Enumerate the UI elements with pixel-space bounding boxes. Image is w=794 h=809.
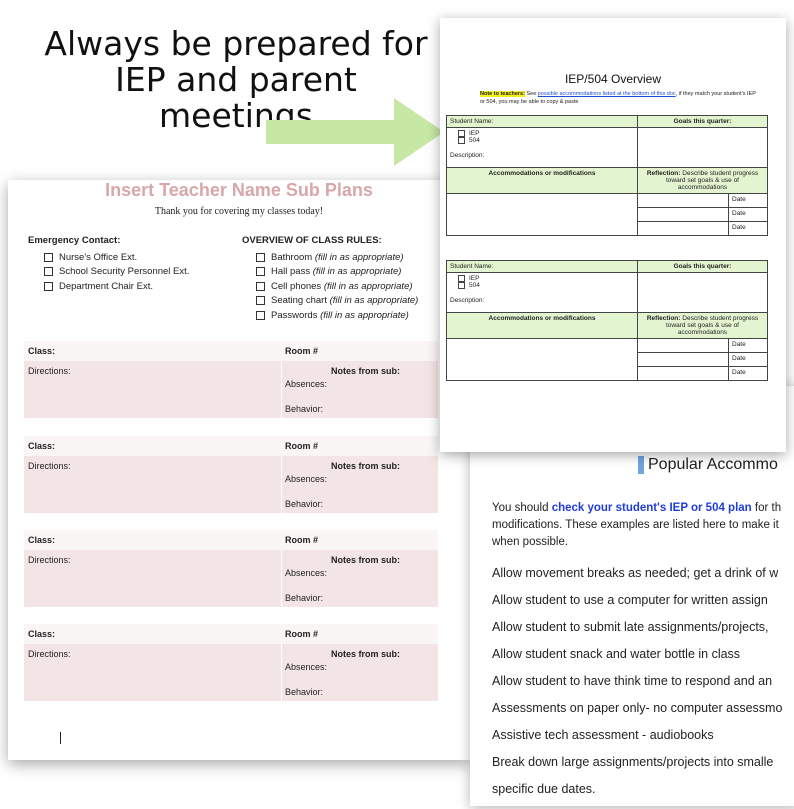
sub-plans-page <box>8 180 470 760</box>
504-option: 504 <box>469 137 480 145</box>
date-cell <box>729 222 768 236</box>
checkbox-icon[interactable] <box>256 253 265 262</box>
list-item: Assistive tech assessment - audiobooks <box>492 728 714 742</box>
rule-item <box>242 308 418 323</box>
class-block-header <box>24 341 438 361</box>
headline-line-1: Always be prepared for <box>44 24 428 63</box>
date-label: Date <box>732 224 746 231</box>
date-label: Date <box>732 355 746 362</box>
goals-header <box>638 261 768 273</box>
checkbox-icon[interactable] <box>256 267 265 276</box>
column-divider <box>281 644 282 701</box>
reflection-text: Describe student progress toward set goals & use of accommodations <box>666 170 759 191</box>
column-divider <box>281 456 282 513</box>
checkbox-icon[interactable] <box>458 137 465 144</box>
emergency-item <box>28 279 189 294</box>
note-text: , if they match your student's IEP or 504, you may be able to copy & paste <box>480 91 756 105</box>
accommodations-cell[interactable] <box>447 339 638 381</box>
class-block <box>24 624 438 701</box>
checkbox-icon[interactable] <box>44 267 53 276</box>
reflection-label: Reflection: <box>646 170 681 177</box>
emergency-item <box>28 250 189 265</box>
class-block-body <box>24 361 438 418</box>
class-block <box>24 436 438 513</box>
accommodations-link[interactable]: possible accommodations listed at the bottom of this doc <box>537 91 676 97</box>
rule-item-label: Cell phones <box>271 280 322 292</box>
room-label: Room # <box>285 346 319 356</box>
list-item: Allow student to have think time to respond and an <box>492 674 773 688</box>
note-label: Note to teachers: <box>480 91 525 97</box>
list-item: Break down large assignments/projects into smalle <box>492 755 774 769</box>
student-name-cell <box>447 116 638 128</box>
date-cell <box>729 353 768 367</box>
intro-text: for th <box>751 502 782 514</box>
date-label: Date <box>732 196 746 203</box>
class-label: Class: <box>28 535 56 545</box>
goals-label: Goals this quarter: <box>673 118 732 125</box>
iep-student-table <box>446 260 768 381</box>
date-label: Date <box>732 341 746 348</box>
rule-item <box>242 250 418 265</box>
rule-item-label: Bathroom <box>271 251 313 263</box>
student-name-label: Student Name: <box>450 263 494 270</box>
notes-from-sub-label: Notes from sub: <box>331 461 401 471</box>
headline-line-2: IEP and parent meetings <box>115 60 357 135</box>
checkbox-icon[interactable] <box>458 275 465 282</box>
date-cell <box>729 194 768 208</box>
checkbox-icon[interactable] <box>458 282 465 289</box>
date-cell <box>729 339 768 353</box>
checkbox-icon[interactable] <box>256 282 265 291</box>
accommodations-label: Accommodations or modifications <box>488 315 596 322</box>
rule-item-note: (fill in as appropriate) <box>312 266 402 278</box>
reflection-cell[interactable] <box>638 339 729 353</box>
sub-plans-subtitle: Thank you for covering my classes today! <box>154 206 324 217</box>
column-divider <box>281 361 282 418</box>
class-block <box>24 341 438 418</box>
directions-label: Directions: <box>28 461 71 471</box>
reflection-cell[interactable] <box>638 208 729 222</box>
absences-label: Absences: <box>285 379 328 389</box>
goals-header <box>638 116 768 128</box>
accommodations-label: Accommodations or modifications <box>488 170 596 177</box>
notes-from-sub-label: Notes from sub: <box>331 649 401 659</box>
checkbox-icon[interactable] <box>458 130 465 137</box>
accommodations-list <box>492 566 782 809</box>
class-rules-heading: OVERVIEW OF CLASS RULES: <box>242 235 382 246</box>
class-block <box>24 530 438 607</box>
goals-cell[interactable] <box>638 128 768 168</box>
class-block-header <box>24 530 438 550</box>
date-cell <box>729 208 768 222</box>
iep-option: IEP <box>469 275 480 283</box>
list-item: specific due dates. <box>492 782 596 796</box>
list-item: Allow movement breaks as needed; get a drink of w <box>492 566 779 580</box>
class-label: Class: <box>28 629 56 639</box>
description-label: Description: <box>450 152 485 160</box>
rule-item <box>242 265 418 280</box>
student-info-cell <box>447 128 638 168</box>
description-label: Description: <box>450 297 485 305</box>
absences-label: Absences: <box>285 568 328 578</box>
behavior-label: Behavior: <box>285 687 324 697</box>
student-info-cell <box>447 273 638 313</box>
date-cell <box>729 367 768 381</box>
rule-item-note: (fill in as appropriate) <box>329 295 419 307</box>
emergency-item-label: Nurse's Office Ext. <box>59 251 138 263</box>
room-label: Room # <box>285 629 319 639</box>
iep-option: IEP <box>469 130 480 138</box>
rule-item-label: Hall pass <box>271 266 311 278</box>
directions-label: Directions: <box>28 555 71 565</box>
reflection-cell[interactable] <box>638 353 729 367</box>
accommodations-title: Popular Accommo <box>648 456 778 473</box>
class-block-header <box>24 624 438 644</box>
behavior-label: Behavior: <box>285 593 324 603</box>
rule-item-label: Seating chart <box>271 295 327 307</box>
list-item: Allow student to use a computer for written assign <box>492 593 768 607</box>
checkbox-icon[interactable] <box>256 296 265 305</box>
class-label: Class: <box>28 441 56 451</box>
directions-label: Directions: <box>28 366 71 376</box>
rule-item-label: Passwords <box>271 309 318 321</box>
rule-item-note: (fill in as appropriate) <box>314 251 404 263</box>
text-cursor <box>60 732 61 744</box>
iep-note <box>480 90 760 106</box>
date-label: Date <box>732 210 746 217</box>
notes-from-sub-label: Notes from sub: <box>331 366 401 376</box>
list-item: Allow student to submit late assignments/projects, <box>492 620 769 634</box>
accommodations-header <box>447 313 638 339</box>
directions-label: Directions: <box>28 649 71 659</box>
room-label: Room # <box>285 441 319 451</box>
absences-label: Absences: <box>285 474 328 484</box>
class-block-body <box>24 644 438 701</box>
emergency-item-label: Department Chair Ext. <box>59 280 153 292</box>
rule-item-note: (fill in as appropriate) <box>323 280 413 292</box>
checkbox-icon[interactable] <box>44 282 53 291</box>
student-name-cell <box>447 261 638 273</box>
504-option: 504 <box>469 282 480 290</box>
intro-text: You should <box>492 502 552 514</box>
absences-label: Absences: <box>285 662 328 672</box>
note-text: See <box>524 91 538 97</box>
intro-text: modifications. These examples are listed here to make it <box>492 519 779 531</box>
reflection-cell[interactable] <box>638 367 729 381</box>
list-item: Allow student snack and water bottle in class <box>492 647 741 661</box>
reflection-header <box>638 313 768 339</box>
emergency-contact-section <box>28 235 189 294</box>
accommodations-header <box>447 168 638 194</box>
emergency-item-label: School Security Personnel Ext. <box>59 266 190 278</box>
emergency-item <box>28 265 189 280</box>
reflection-cell[interactable] <box>638 222 729 236</box>
emergency-contact-heading: Emergency Contact: <box>28 235 121 246</box>
rule-item-note: (fill in as appropriate) <box>320 309 409 321</box>
accommodations-intro <box>492 500 794 551</box>
reflection-text: Describe student progress toward set goals & use of accommodations <box>666 315 759 336</box>
reflection-cell[interactable] <box>638 194 729 208</box>
iep-title: IEP/504 Overview <box>564 72 662 86</box>
list-item: Assessments on paper only- no computer assessmo <box>492 701 783 715</box>
class-block-body <box>24 550 438 607</box>
goals-label: Goals this quarter: <box>673 263 732 270</box>
arrow-right-icon <box>266 96 446 168</box>
behavior-label: Behavior: <box>285 404 324 414</box>
goals-cell[interactable] <box>638 273 768 313</box>
student-name-label: Student Name: <box>450 118 494 125</box>
iep-overview-page <box>440 18 786 452</box>
room-label: Room # <box>285 535 319 545</box>
class-block-body <box>24 456 438 513</box>
class-rules-section <box>242 235 418 323</box>
sub-plans-title: Insert Teacher Name Sub Plans <box>105 180 373 200</box>
intro-text: when possible. <box>492 536 569 548</box>
rule-item <box>242 279 418 294</box>
iep-student-table <box>446 115 768 236</box>
class-block-header <box>24 436 438 456</box>
notes-from-sub-label: Notes from sub: <box>331 555 401 565</box>
checkbox-icon[interactable] <box>256 311 265 320</box>
behavior-label: Behavior: <box>285 499 324 509</box>
class-label: Class: <box>28 346 56 356</box>
rule-item <box>242 294 418 309</box>
checkbox-icon[interactable] <box>44 253 53 262</box>
reflection-label: Reflection: <box>646 315 681 322</box>
iep-plan-link[interactable]: check your student's IEP or 504 plan <box>551 502 752 514</box>
accommodations-cell[interactable] <box>447 194 638 236</box>
column-divider <box>281 550 282 607</box>
bookmark-icon <box>638 456 644 474</box>
date-label: Date <box>732 369 746 376</box>
reflection-header <box>638 168 768 194</box>
